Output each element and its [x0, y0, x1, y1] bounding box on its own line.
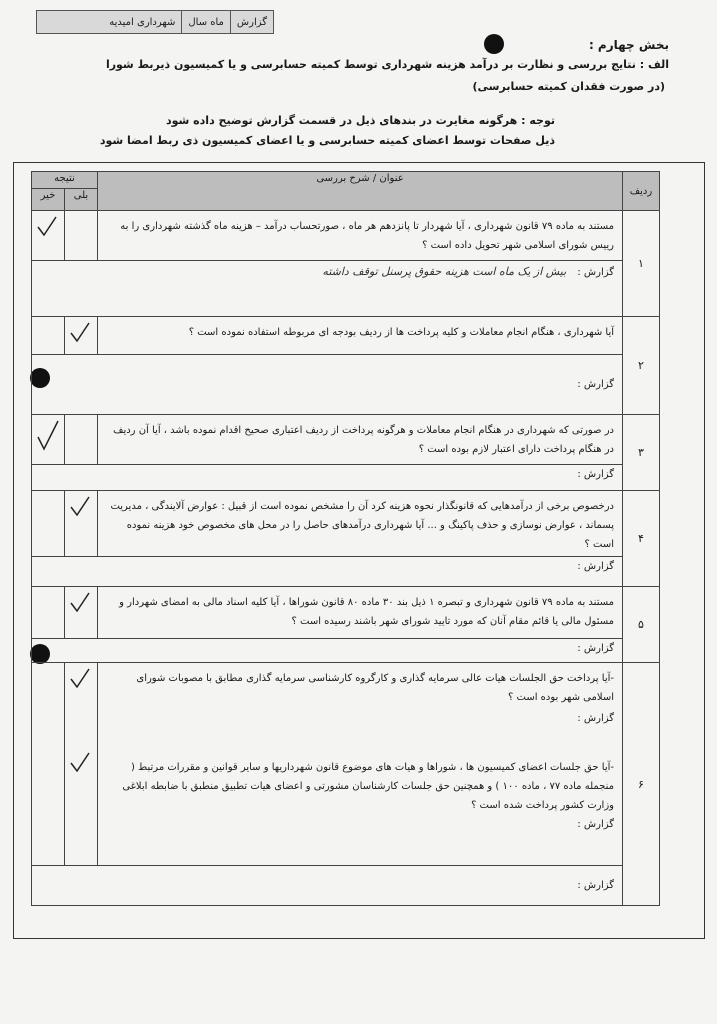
report-cell: گزارش :	[32, 465, 623, 491]
section-title: بخش چهارم :	[588, 38, 669, 52]
row-question: مستند به ماده ۷۹ قانون شهرداری ، آیا شهردار تا پانزدهم هر ماه ، صورتحساب درآمد – هزینه ماه گذشته شهرداری را به رییس شورای اسلامی شهر تحویل داده است ؟	[98, 211, 623, 261]
table-row	[32, 639, 660, 663]
yes-cell	[65, 317, 98, 355]
header-info-box	[36, 10, 274, 34]
row-question-group	[98, 663, 623, 866]
row-number: ۶	[623, 663, 660, 906]
handwritten-note: بیش از یک ماه است هزینه حقوق پرسنل توقف داشته	[322, 265, 567, 278]
col-title-header: عنوان / شرح بررسی	[98, 172, 623, 211]
checkmark-icon	[36, 215, 58, 239]
no-cell	[32, 491, 65, 557]
table-row	[32, 866, 660, 906]
checkmark-icon	[69, 667, 91, 691]
row-question: در صورتی که شهرداری در هنگام انجام معاملات و هرگونه پرداخت از ردیف اعتباری صحیح اقدام نموده باشد ، آیا آن ردیف در هنگام پرداخت دارای اعتبار لازم بوده است ؟	[98, 415, 623, 465]
row-number: ۳	[623, 415, 660, 491]
report-label: گزارش :	[577, 267, 614, 278]
col-no-header: خیر	[32, 189, 65, 211]
municipality-name: شهرداری امیدیه	[109, 16, 176, 28]
table-row	[32, 317, 660, 355]
table-row	[32, 587, 660, 639]
report-label: گزارش :	[577, 819, 614, 830]
report-cell	[32, 261, 623, 317]
no-cell	[32, 663, 65, 866]
section-subtitle-note: (در صورت فقدان کمیته حسابرسی)	[472, 80, 665, 93]
col-result-header: نتیجه	[32, 172, 98, 189]
yes-cell	[65, 663, 98, 866]
punch-hole	[484, 34, 504, 54]
report-label: گزارش :	[577, 713, 614, 724]
table-row	[32, 211, 660, 261]
checkmark-icon	[69, 751, 91, 775]
checkmark-icon	[69, 321, 91, 345]
checkmark-icon	[36, 419, 60, 453]
row-number: ۱	[623, 211, 660, 317]
report-cell: گزارش :	[32, 639, 623, 663]
no-cell	[32, 415, 65, 465]
yes-cell	[65, 587, 98, 639]
notice-line-2: ذیل صفحات توسط اعضای کمیته حسابرسی و یا اعضای کمیسیون ذی ربط امضا شود	[99, 134, 555, 147]
col-row-header: ردیف	[623, 172, 660, 211]
yes-cell	[65, 211, 98, 261]
report-cell: گزارش :	[32, 557, 623, 587]
table-row	[32, 491, 660, 557]
yes-cell	[65, 415, 98, 465]
month-year-label: ماه سال	[188, 16, 224, 28]
no-cell	[32, 587, 65, 639]
report-cell: گزارش :	[32, 355, 623, 415]
table-row	[32, 261, 660, 317]
row-number: ۲	[623, 317, 660, 415]
report-label: گزارش	[236, 16, 267, 28]
table-row	[32, 465, 660, 491]
row-question: مستند به ماده ۷۹ قانون شهرداری و تبصره ۱ ذیل بند ۳۰ ماده ۸۰ قانون شوراها ، آیا کلیه اسناد مالی به امضای شهردار و مسئول مالی یا قائم مقام آنان که مورد تایید شورای شهر باشند رسیده است ؟	[98, 587, 623, 639]
row-question: آیا شهرداری ، هنگام انجام معاملات و کلیه پرداخت ها از ردیف بودجه ای مربوطه استفاده نموده است ؟	[98, 317, 623, 355]
row-number: ۵	[623, 587, 660, 663]
section-subtitle: الف : نتایج بررسی و نظارت بر درآمد هزینه شهرداری توسط کمیته حسابرسی و یا کمیسیون ذیربط شورا	[105, 58, 669, 71]
table-row	[32, 663, 660, 866]
notice-line-1: توجه : هرگونه مغایرت در بندهای ذیل در قسمت گزارش توضیح داده شود	[165, 114, 555, 127]
report-cell: گزارش :	[32, 866, 623, 906]
no-cell	[32, 211, 65, 261]
yes-cell	[65, 491, 98, 557]
table-row	[32, 415, 660, 465]
checkmark-icon	[69, 591, 91, 615]
row-question: درخصوص برخی از درآمدهایی که قانونگذار نحوه هزینه کرد آن را مشخص نموده است از قبیل : عوارض آلایندگی ، مدیریت پسماند ، عوارض نوسازی و حذف پاکینگ و ... آیا شهرداری درآمدهای حاصل را در محل های مخصوص خود هزینه نموده است ؟	[98, 491, 623, 557]
no-cell	[32, 317, 65, 355]
checkmark-icon	[69, 495, 91, 519]
table-row	[32, 355, 660, 415]
row-number: ۴	[623, 491, 660, 587]
review-table	[31, 171, 660, 906]
row-question: -آیا پرداخت حق الجلسات هیات عالی سرمایه گذاری و کارگروه کارشناسی سرمایه گذاری مطابق با مصوبات شورای اسلامی شهر بوده است ؟	[136, 673, 614, 703]
row-question-2: -آیا حق جلسات اعضای کمیسیون ها ، شوراها و هیات های موضوع قانون شهرداریها و سایر قوانین و مقررات مرتبط ( منجمله ماده ۷۷ ، ماده ۱۰۰ ) و همچنین حق جلسات کارشناسان مشورتی و اعضای هیات تطبیق منطبق با ضابطه ابلاغی وزارت کشور پرداخت شده است ؟	[122, 762, 614, 811]
col-yes-header: بلی	[65, 189, 98, 211]
table-row	[32, 557, 660, 587]
